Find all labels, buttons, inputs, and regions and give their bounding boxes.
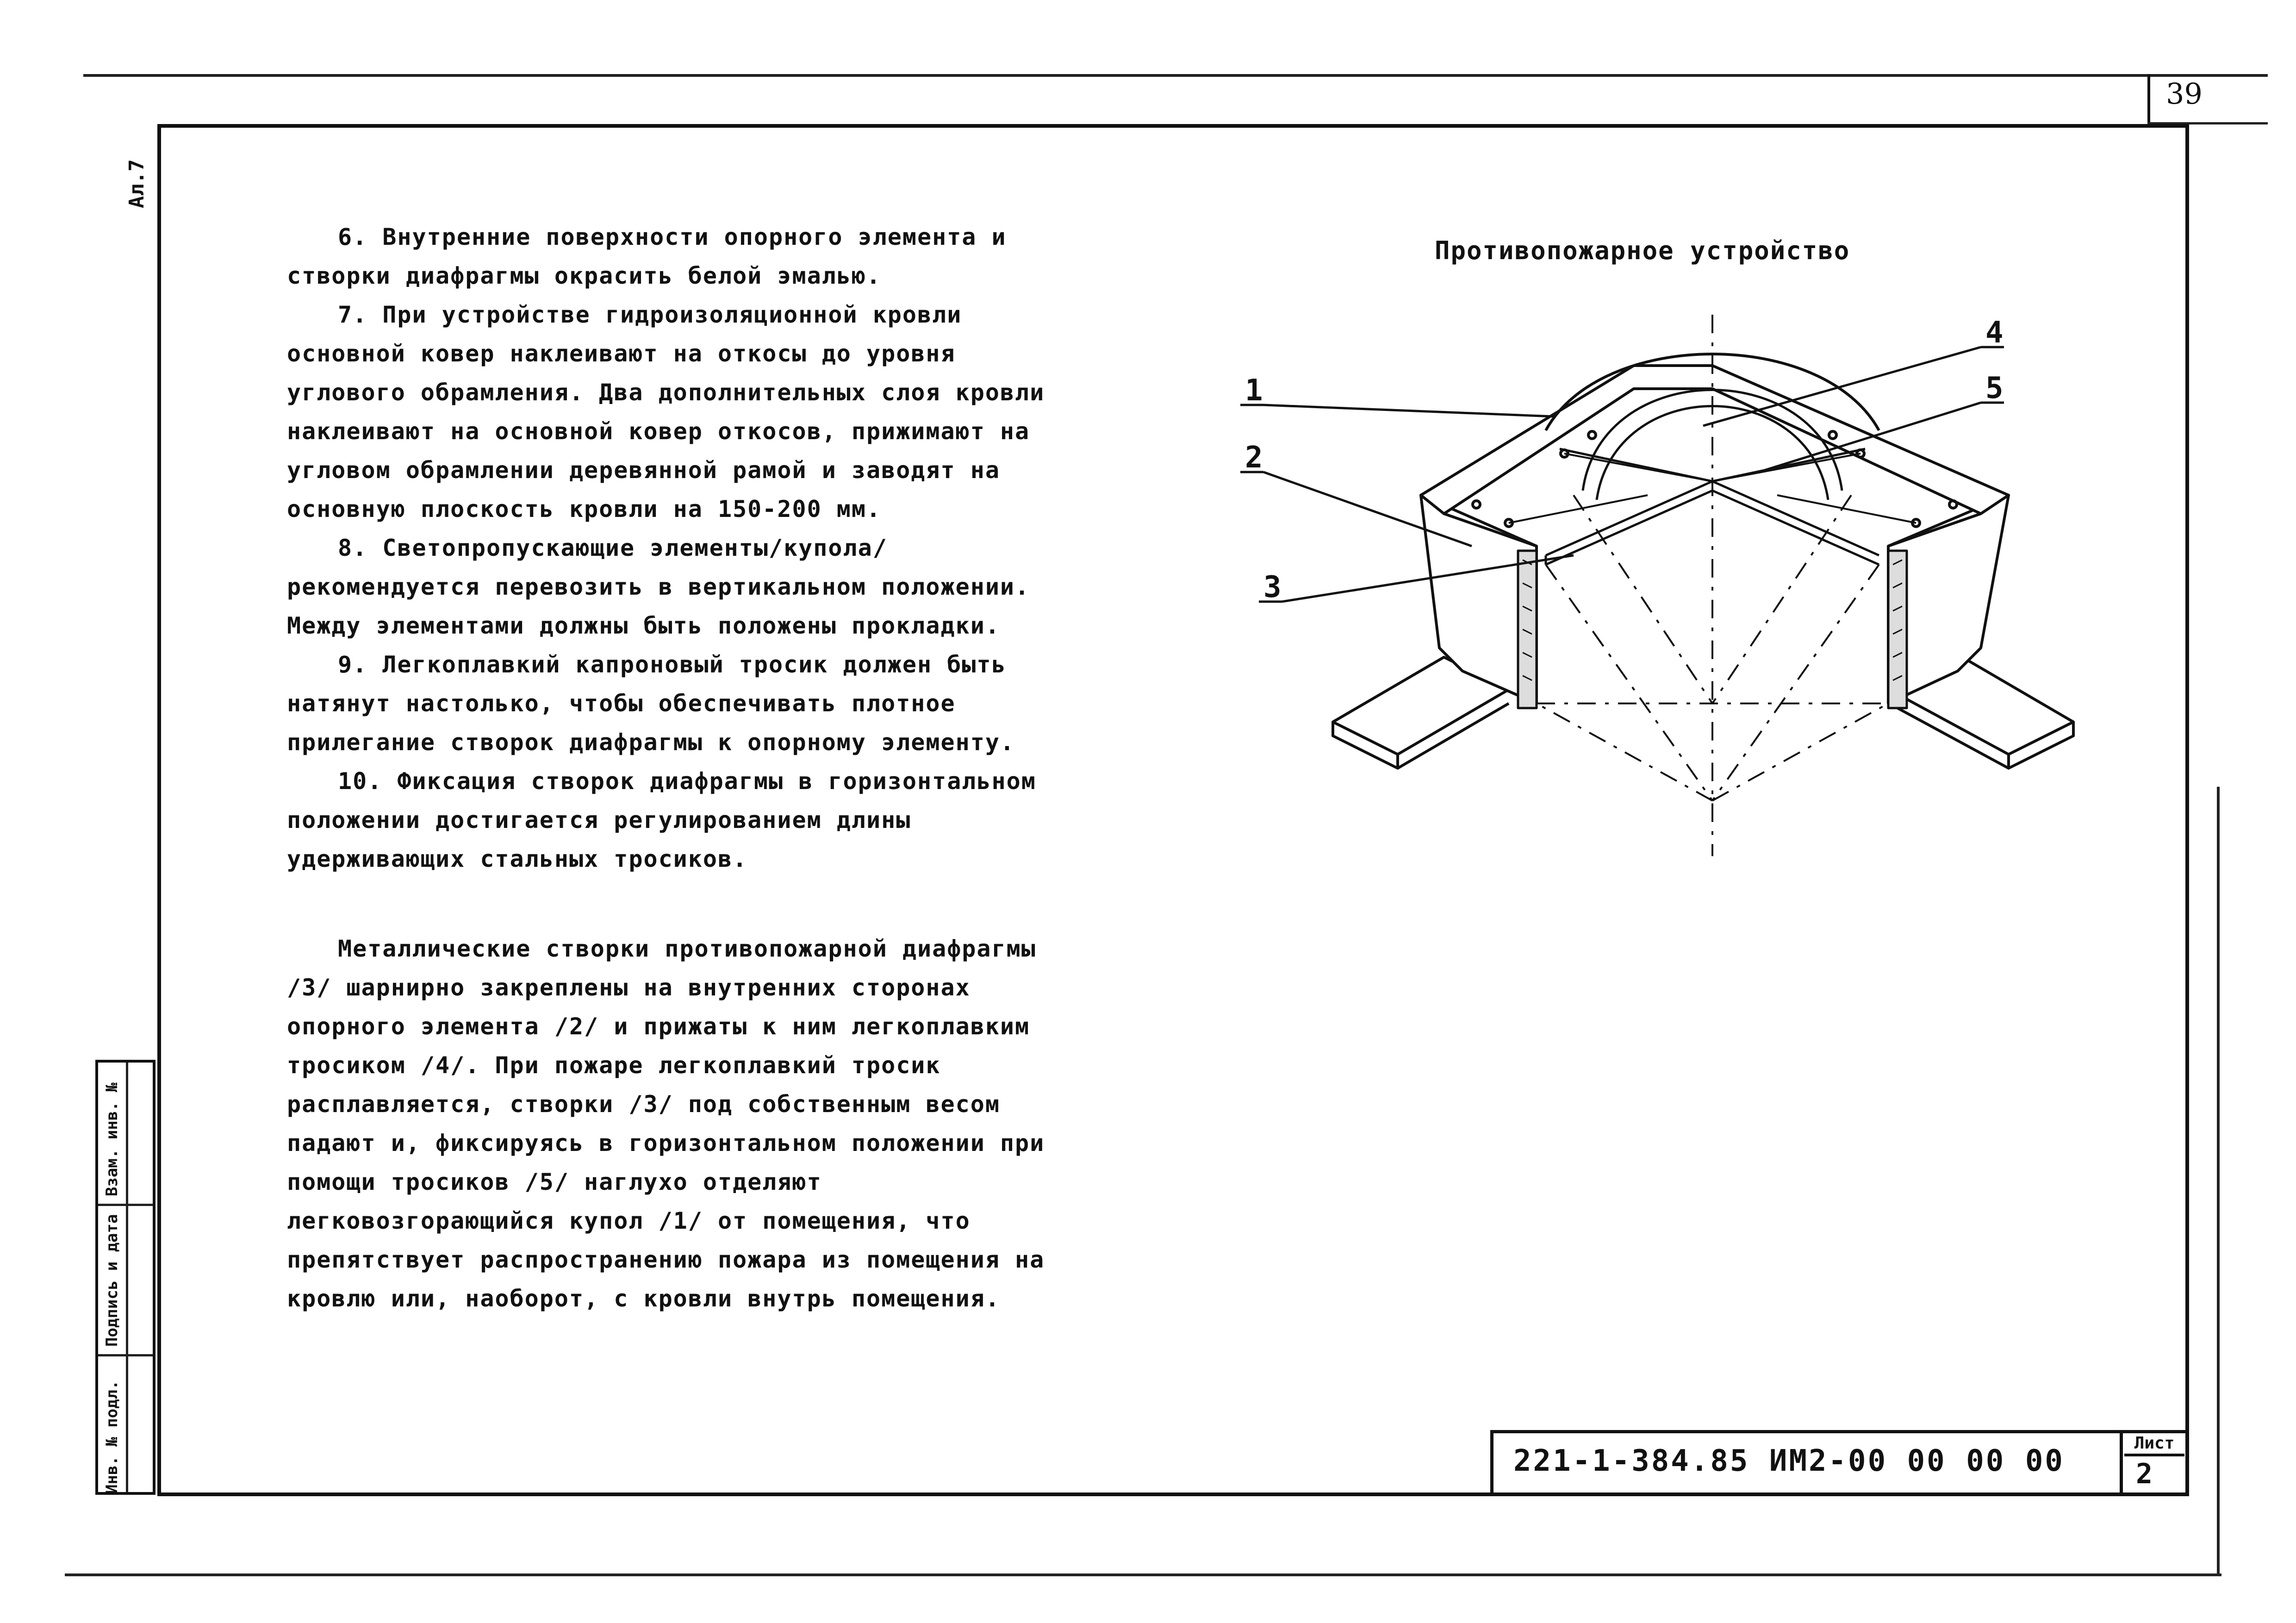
drawing-title: Противопожарное устройство bbox=[1435, 236, 1850, 265]
sheet-label: Лист bbox=[2124, 1433, 2184, 1456]
callout-1: 1 bbox=[1245, 373, 1263, 408]
sheet-number: 2 bbox=[2136, 1458, 2153, 1490]
callout-5: 5 bbox=[1985, 371, 2004, 405]
fire-protection-device-drawing bbox=[1222, 296, 2092, 870]
stamp-divider bbox=[126, 1063, 128, 1492]
callout-4: 4 bbox=[1985, 316, 2004, 350]
right-edge-line bbox=[2217, 787, 2220, 1573]
stamp-row-divider bbox=[98, 1204, 153, 1206]
top-frame bbox=[1421, 366, 2009, 546]
top-left-mark: Ал.7 bbox=[125, 159, 149, 208]
stamp-field-signature-date: Подпись и дата bbox=[103, 1214, 121, 1347]
stamp-row-divider bbox=[98, 1354, 153, 1356]
note-paragraph-8: 8. Светопропускающие элементы/купола/ рекомендуется перевозить в вертикальном положении. Между элементами должны быть положены прокладки. bbox=[287, 535, 1030, 639]
stamp-field-inv-podl: Инв. № подл. bbox=[103, 1380, 121, 1494]
top-rule bbox=[83, 74, 2268, 77]
document-code: 221-1-384.85 ИМ2-00 00 00 00 bbox=[1513, 1444, 2065, 1478]
page-number: 39 bbox=[2166, 77, 2203, 111]
note-paragraph-6: 6. Внутренние поверхности опорного элемента и створки диафрагмы окрасить белой эмалью. bbox=[287, 224, 1007, 289]
stamp-field-vzam-inv: Взам. инв. № bbox=[103, 1082, 121, 1196]
note-paragraph-10: 10. Фиксация створок диафрагмы в горизонтальном положении достигается регулированием длины удерживающих стальных тросиков. bbox=[287, 768, 1036, 872]
note-paragraph-9: 9. Легкоплавкий капроновый тросик должен быть натянут настолько, чтобы обеспечивать плотное прилегание створок диафрагмы к опорному элементу. bbox=[287, 651, 1015, 756]
bottom-rule bbox=[65, 1573, 2221, 1576]
callout-2: 2 bbox=[1245, 441, 1263, 475]
callout-3: 3 bbox=[1263, 570, 1282, 604]
note-paragraph-7: 7. При устройстве гидроизоляционной кровли основной ковер наклеивают на откосы до уровня углового обрамления. Два дополнительных слоя кровли наклеивают на основной ковер откосов, прижимают на угловом обрамлении деревянной рамой и заводят на основную плоскость кровли на 150-200 мм. bbox=[287, 301, 1045, 522]
page-number-box bbox=[2147, 74, 2268, 125]
closing-paragraph: Металлические створки противопожарной диафрагмы /3/ шарнирно закреплены на внутренних сторонах опорного элемента /2/ и прижаты к ним легкоплавким тросиком /4/. При пожаре легкоплавкий тросик расплавляется, створки /3/ под собственным весом падают и, фиксируясь в горизонтальном положении при помощи тросиков /5/ наглухо отделяют легковозгорающийся купол /1/ от помещения, что препятствует распространению пожара из помещения на кровлю или, наоборот, с кровли внутрь помещения. bbox=[287, 935, 1045, 1312]
base-plate bbox=[1333, 657, 2073, 768]
notes-text bbox=[287, 218, 1055, 1318]
